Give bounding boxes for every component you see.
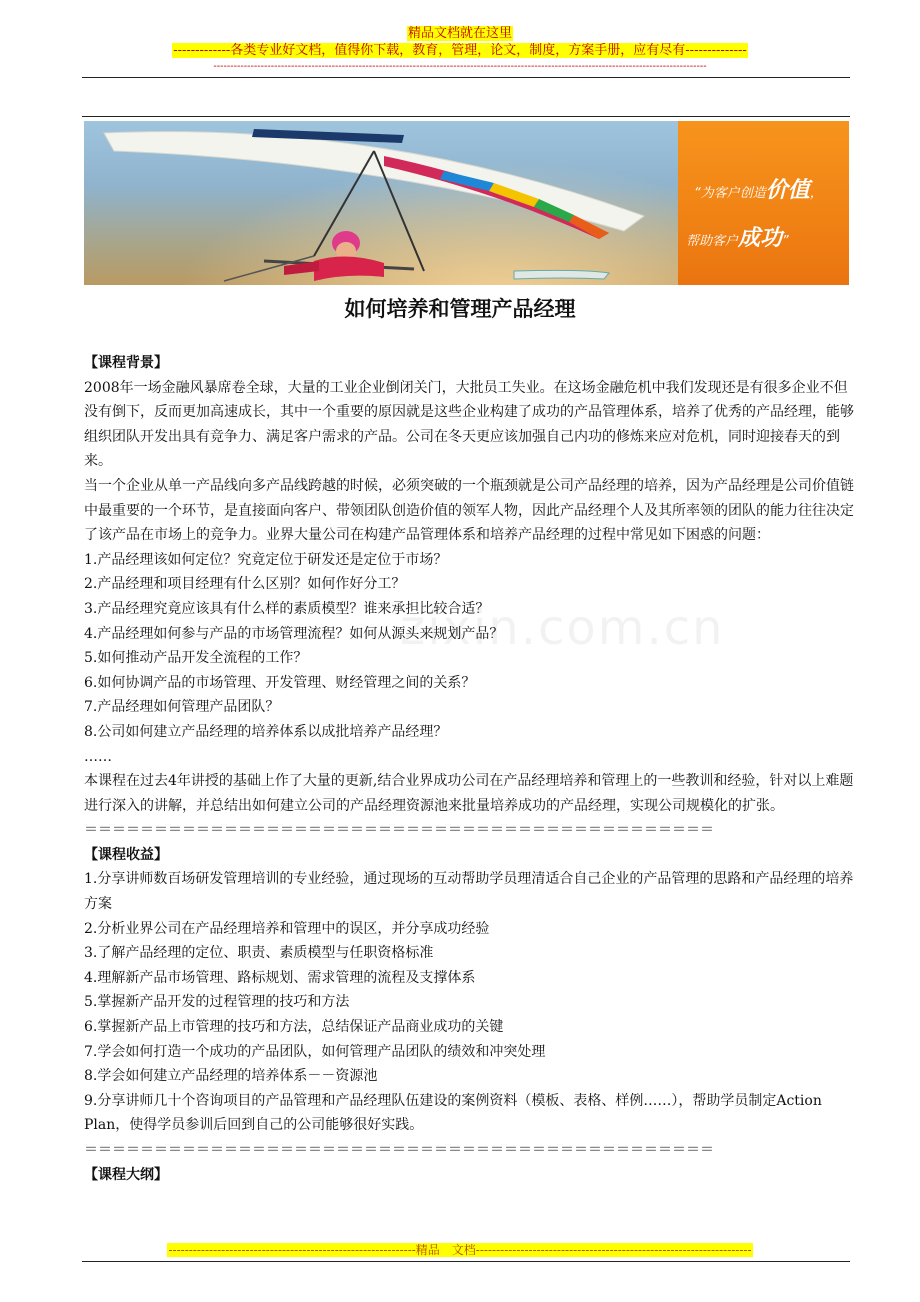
- benefit-item: 5.掌握新产品开发的过程管理的技巧和方法: [84, 994, 350, 1011]
- header-line-1: [0, 26, 920, 42]
- background-paragraph-2: 当一个企业从单一产品线向多产品线跨越的时候，必须突破的一个瓶颈就是公司产品经理的培养，因为产品经理是公司价值链中最重要的一个环节，是直接面向客户、带领团队创造价值的领军人物，因此产品经理个人及其所率领的团队的能力往往决定了该产品在市场上的竞争力。业界大量公司在构建产品管理体系和培养产品经理的过程中常见如下困惑的问题：: [84, 477, 854, 544]
- slogan-line-1-prefix: “为客户创造: [694, 186, 766, 201]
- benefit-item: 7.学会如何打造一个成功的产品团队，如何管理产品团队的绩效和冲突处理: [84, 1043, 546, 1060]
- document-title: 如何培养和管理产品经理: [344, 297, 576, 321]
- background-paragraph-3: 本课程在过去4年讲授的基础上作了大量的更新,结合业界成功公司在产品经理培养和管理上的一些教训和经验，针对以上难题进行深入的讲解，并总结出如何建立公司的产品经理资源池来批量培养成功的产品经理，实现公司规模化的扩张。: [84, 773, 854, 814]
- question-item: 1.产品经理该如何定位？究竟定位于研发还是定位于市场？: [84, 551, 448, 568]
- header-line-2-text: -------------各类专业好文档，值得你下载，教育，管理，论文，制度，方案手册，应有尽有--------------: [173, 43, 747, 58]
- slogan-line-1-suffix: ，: [809, 186, 823, 201]
- slogan-line-2-prefix: 帮助客户: [686, 234, 739, 249]
- benefit-item: 8.学会如何建立产品经理的培养体系－－资源池: [84, 1068, 378, 1085]
- question-item: 4.产品经理如何参与产品的市场管理流程？如何从源头来规划产品？: [84, 625, 504, 642]
- benefit-item: 1.分享讲师数百场研发管理培训的专业经验，通过现场的互动帮助学员理清适合自己企业的产品管理的思路和产品经理的培养方案: [84, 871, 854, 913]
- question-item: 2.产品经理和项目经理有什么区别？如何作好分工？: [84, 576, 406, 593]
- document-body: [84, 351, 854, 1187]
- benefit-item: 6.掌握新产品上市管理的技巧和方法，总结保证产品商业成功的关键: [84, 1019, 504, 1036]
- benefit-item: 4.理解新产品市场管理、路标规划、需求管理的流程及支撑体系: [84, 969, 476, 986]
- question-item: 7.产品经理如何管理产品团队？: [84, 699, 280, 716]
- slogan-line-1-emphasis: 价值: [765, 178, 810, 203]
- background-heading: 【课程背景】: [84, 355, 168, 371]
- footer-text: -------------------------------------------------------------精品 文档--------------------------------------------------------------------: [168, 1243, 752, 1257]
- footer-line: [0, 1243, 920, 1258]
- benefit-item: 9.分享讲师几十个咨询项目的产品管理和产品经理队伍建设的案例资料（模板、表格、样例……），帮助学员制定Action Plan，使得学员参训后回到自己的公司能够很好实践。: [84, 1092, 822, 1134]
- benefit-item: 3.了解产品经理的定位、职责、素质模型与任职资格标准: [84, 945, 434, 962]
- outline-heading: 【课程大纲】: [84, 1166, 168, 1183]
- header-line-1-text: 精品文档就在这里: [407, 26, 512, 41]
- watermark: zixin.com.cn: [400, 600, 725, 656]
- ellipsis: ……: [84, 748, 112, 765]
- banner-top-rule: [82, 116, 850, 117]
- benefit-item: 2.分析业界公司在产品经理培养和管理中的误区，并分享成功经验: [84, 920, 490, 937]
- section-separator: ＝＝＝＝＝＝＝＝＝＝＝＝＝＝＝＝＝＝＝＝＝＝＝＝＝＝＝＝＝＝＝＝＝＝＝＝＝＝＝＝＝＝＝＝＝: [84, 822, 714, 839]
- benefits-heading: 【课程收益】: [84, 846, 168, 863]
- question-item: 3.产品经理究竟应该具有什么样的素质模型？谁来承担比较合适？: [84, 600, 490, 617]
- slogan-line-2-suffix: ”: [782, 234, 789, 249]
- question-item: 5.如何推动产品开发全流程的工作？: [84, 650, 308, 667]
- question-item: 6.如何协调产品的市场管理、开发管理、财经管理之间的关系？: [84, 674, 476, 691]
- hang-glider-illustration: [84, 121, 678, 285]
- slogan-line-2-emphasis: 成功: [738, 226, 783, 251]
- header-line-2: [0, 43, 920, 59]
- question-item: 8.公司如何建立产品经理的培养体系以成批培养产品经理？: [84, 723, 448, 740]
- header-line-3: --------------------------------------------------------------------------------------------------------------------------------------------------: [213, 61, 707, 72]
- footer-rule: [82, 1261, 850, 1262]
- course-banner: [84, 121, 849, 285]
- slogan-panel: [678, 121, 849, 285]
- slogan-line-2: [686, 221, 789, 252]
- background-paragraph-1: 2008年一场金融风暴席卷全球，大量的工业企业倒闭关门，大批员工失业。在这场金融危机中我们发现还是有很多企业不但没有倒下，反而更加高速成长，其中一个重要的原因就是这些企业构建了成功的产品管理体系，培养了优秀的产品经理，能够组织团队开发出具有竞争力、满足客户需求的产品。公司在冬天更应该加强自己内功的修炼来应对危机，同时迎接春天的到来。: [84, 379, 854, 470]
- slogan-line-1: [694, 173, 823, 204]
- section-separator: ＝＝＝＝＝＝＝＝＝＝＝＝＝＝＝＝＝＝＝＝＝＝＝＝＝＝＝＝＝＝＝＝＝＝＝＝＝＝＝＝＝＝＝＝＝: [84, 1142, 714, 1158]
- header-rule: [82, 77, 850, 78]
